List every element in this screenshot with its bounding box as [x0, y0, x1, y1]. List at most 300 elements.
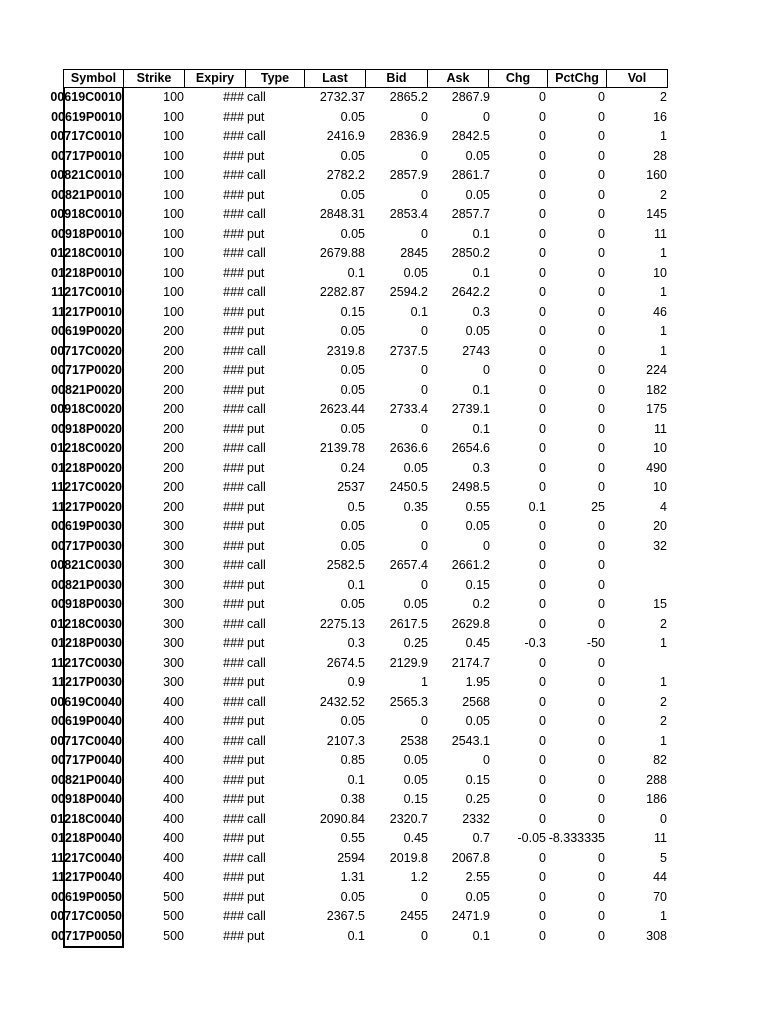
- cell-pctchg[interactable]: 0: [598, 928, 605, 943]
- cell-ask[interactable]: 2471.9: [451, 909, 490, 923]
- cell-symbol[interactable]: 11217C0020: [63, 478, 124, 498]
- cell-ask[interactable]: 0: [483, 753, 490, 767]
- cell-expiry[interactable]: ###: [223, 285, 244, 299]
- cell-bid[interactable]: 1: [421, 675, 428, 689]
- cell-chg[interactable]: 0: [539, 304, 546, 319]
- cell-type[interactable]: put: [247, 792, 265, 806]
- cell-type[interactable]: put: [247, 187, 265, 202]
- cell-vol[interactable]: 15: [653, 597, 667, 611]
- cell-symbol[interactable]: 00619P0030: [63, 517, 124, 537]
- cell-chg[interactable]: -0.3: [524, 636, 546, 650]
- cell-type[interactable]: put: [247, 519, 265, 533]
- cell-bid[interactable]: 0: [421, 714, 428, 728]
- cell-pctchg[interactable]: 0: [598, 616, 605, 631]
- cell-type[interactable]: put: [247, 889, 265, 904]
- cell-last[interactable]: 2537: [337, 480, 365, 494]
- cell-pctchg[interactable]: 0: [598, 246, 605, 260]
- cell-strike[interactable]: 100: [163, 168, 184, 182]
- cell-chg[interactable]: 0: [539, 207, 546, 221]
- cell-expiry[interactable]: ###: [223, 714, 244, 728]
- cell-ask[interactable]: 0.05: [465, 187, 490, 202]
- cell-type[interactable]: call: [247, 129, 266, 143]
- cell-chg[interactable]: 0: [539, 792, 546, 806]
- cell-pctchg[interactable]: 0: [598, 519, 605, 533]
- cell-last[interactable]: 2367.5: [326, 909, 365, 923]
- cell-strike[interactable]: 300: [163, 577, 184, 592]
- cell-ask[interactable]: 0.05: [465, 519, 490, 533]
- cell-ask[interactable]: 0.55: [465, 499, 490, 514]
- cell-bid[interactable]: 0.05: [403, 753, 428, 767]
- cell-type[interactable]: call: [247, 694, 266, 709]
- cell-ask[interactable]: 0: [483, 538, 490, 553]
- cell-symbol[interactable]: 00717P0030: [63, 537, 124, 557]
- cell-strike[interactable]: 200: [163, 480, 184, 494]
- cell-type[interactable]: put: [247, 148, 265, 163]
- cell-pctchg[interactable]: 0: [598, 265, 605, 280]
- cell-strike[interactable]: 200: [163, 460, 184, 475]
- cell-last[interactable]: 2679.88: [319, 246, 365, 260]
- cell-last[interactable]: 2732.37: [319, 90, 365, 104]
- cell-vol[interactable]: 1: [660, 909, 667, 923]
- cell-expiry[interactable]: ###: [223, 889, 244, 904]
- cell-ask[interactable]: 1.95: [465, 675, 490, 689]
- cell-pctchg[interactable]: 0: [598, 460, 605, 475]
- cell-type[interactable]: call: [247, 285, 266, 299]
- cell-type[interactable]: put: [247, 636, 265, 650]
- cell-last[interactable]: 1.31: [340, 870, 365, 884]
- cell-expiry[interactable]: ###: [223, 694, 244, 709]
- cell-strike[interactable]: 300: [163, 538, 184, 553]
- cell-vol[interactable]: 32: [653, 538, 667, 553]
- cell-type[interactable]: call: [247, 168, 266, 182]
- cell-symbol[interactable]: 00821P0040: [63, 771, 124, 791]
- cell-bid[interactable]: 0: [421, 577, 428, 592]
- cell-expiry[interactable]: ###: [223, 207, 244, 221]
- cell-symbol[interactable]: 00619P0040: [63, 712, 124, 732]
- cell-chg[interactable]: 0: [539, 694, 546, 709]
- cell-pctchg[interactable]: 0: [598, 889, 605, 904]
- cell-bid[interactable]: 0: [421, 324, 428, 338]
- cell-vol[interactable]: 2: [660, 694, 667, 709]
- cell-bid[interactable]: 2733.4: [389, 402, 428, 416]
- cell-last[interactable]: 2594: [337, 850, 365, 865]
- cell-pctchg[interactable]: 0: [598, 129, 605, 143]
- cell-strike[interactable]: 400: [163, 753, 184, 767]
- cell-ask[interactable]: 2498.5: [451, 480, 490, 494]
- cell-vol[interactable]: 11: [654, 226, 667, 241]
- cell-expiry[interactable]: ###: [223, 675, 244, 689]
- cell-vol[interactable]: [605, 576, 667, 596]
- cell-strike[interactable]: 400: [163, 772, 184, 787]
- cell-pctchg[interactable]: 0: [598, 811, 605, 826]
- cell-chg[interactable]: 0: [539, 421, 546, 436]
- cell-symbol[interactable]: 00717P0040: [63, 751, 124, 771]
- cell-vol[interactable]: 28: [653, 148, 667, 163]
- cell-ask[interactable]: 2739.1: [451, 402, 490, 416]
- cell-chg[interactable]: 0: [539, 538, 546, 553]
- cell-strike[interactable]: 400: [163, 870, 184, 884]
- cell-vol[interactable]: 20: [653, 519, 667, 533]
- cell-bid[interactable]: 0: [421, 226, 428, 241]
- cell-vol[interactable]: 2: [660, 187, 667, 202]
- cell-strike[interactable]: 300: [163, 519, 184, 533]
- cell-vol[interactable]: [605, 556, 667, 576]
- cell-expiry[interactable]: ###: [223, 226, 244, 241]
- cell-type[interactable]: put: [247, 460, 265, 475]
- cell-type[interactable]: put: [247, 577, 265, 592]
- cell-pctchg[interactable]: 0: [598, 694, 605, 709]
- cell-chg[interactable]: 0: [539, 655, 546, 670]
- cell-vol[interactable]: 16: [653, 109, 667, 124]
- cell-symbol[interactable]: 00918P0010: [63, 225, 124, 245]
- cell-type[interactable]: put: [247, 382, 265, 397]
- cell-bid[interactable]: 2538: [400, 733, 428, 748]
- cell-strike[interactable]: 400: [163, 792, 184, 806]
- cell-strike[interactable]: 100: [163, 246, 184, 260]
- cell-chg[interactable]: 0: [539, 480, 546, 494]
- cell-last[interactable]: 0.1: [347, 928, 365, 943]
- cell-vol[interactable]: 1: [660, 285, 667, 299]
- cell-strike[interactable]: 400: [163, 850, 184, 865]
- cell-last[interactable]: 0.05: [340, 109, 365, 124]
- cell-bid[interactable]: 2565.3: [389, 694, 428, 709]
- cell-bid[interactable]: 2617.5: [389, 616, 428, 631]
- cell-ask[interactable]: 0.25: [465, 792, 490, 806]
- cell-vol[interactable]: 82: [653, 753, 667, 767]
- cell-bid[interactable]: 2853.4: [389, 207, 428, 221]
- cell-vol[interactable]: 2: [660, 714, 667, 728]
- cell-type[interactable]: call: [247, 343, 266, 358]
- cell-symbol[interactable]: 00717C0010: [63, 127, 124, 147]
- cell-vol[interactable]: 10: [653, 480, 667, 494]
- cell-chg[interactable]: 0.1: [528, 499, 546, 514]
- cell-strike[interactable]: 100: [163, 109, 184, 124]
- cell-chg[interactable]: 0: [539, 129, 546, 143]
- cell-pctchg[interactable]: 0: [598, 343, 605, 358]
- cell-vol[interactable]: 10: [653, 441, 667, 455]
- cell-last[interactable]: 0.15: [340, 304, 365, 319]
- cell-pctchg[interactable]: 0: [598, 909, 605, 923]
- cell-vol[interactable]: 11: [654, 831, 667, 845]
- cell-bid[interactable]: 0: [421, 889, 428, 904]
- cell-ask[interactable]: 0.05: [465, 148, 490, 163]
- cell-symbol[interactable]: 00918C0020: [63, 400, 124, 420]
- cell-strike[interactable]: 200: [163, 441, 184, 455]
- cell-last[interactable]: 0.1: [347, 772, 365, 787]
- cell-expiry[interactable]: ###: [223, 246, 244, 260]
- cell-bid[interactable]: 0.05: [403, 772, 428, 787]
- cell-bid[interactable]: 2836.9: [389, 129, 428, 143]
- cell-bid[interactable]: 1.2: [410, 870, 428, 884]
- cell-pctchg[interactable]: 0: [598, 187, 605, 202]
- cell-strike[interactable]: 200: [163, 421, 184, 436]
- cell-strike[interactable]: 300: [163, 636, 184, 650]
- cell-pctchg[interactable]: 0: [598, 168, 605, 182]
- cell-pctchg[interactable]: 0: [598, 382, 605, 397]
- header-bid[interactable]: Bid: [365, 69, 428, 88]
- cell-ask[interactable]: 0.1: [472, 226, 490, 241]
- cell-last[interactable]: 0.1: [347, 265, 365, 280]
- cell-vol[interactable]: 224: [646, 363, 667, 377]
- cell-chg[interactable]: 0: [539, 343, 546, 358]
- cell-chg[interactable]: 0: [539, 577, 546, 592]
- cell-pctchg[interactable]: 0: [598, 324, 605, 338]
- cell-type[interactable]: put: [247, 772, 265, 787]
- cell-expiry[interactable]: ###: [223, 265, 244, 280]
- header-symbol[interactable]: Symbol: [63, 69, 124, 88]
- cell-type[interactable]: put: [247, 304, 265, 319]
- cell-bid[interactable]: 0.05: [403, 597, 428, 611]
- cell-expiry[interactable]: ###: [223, 480, 244, 494]
- cell-bid[interactable]: 0.25: [403, 636, 428, 650]
- cell-strike[interactable]: 100: [163, 226, 184, 241]
- cell-expiry[interactable]: ###: [223, 148, 244, 163]
- cell-strike[interactable]: 200: [163, 402, 184, 416]
- cell-chg[interactable]: 0: [539, 363, 546, 377]
- cell-strike[interactable]: 200: [163, 324, 184, 338]
- cell-type[interactable]: put: [247, 538, 265, 553]
- cell-type[interactable]: call: [247, 558, 266, 572]
- cell-chg[interactable]: 0: [539, 909, 546, 923]
- cell-last[interactable]: 0.05: [340, 421, 365, 436]
- cell-expiry[interactable]: ###: [223, 363, 244, 377]
- cell-last[interactable]: 0.05: [340, 148, 365, 163]
- cell-symbol[interactable]: 00918P0040: [63, 790, 124, 810]
- cell-type[interactable]: put: [247, 831, 265, 845]
- cell-strike[interactable]: 400: [163, 733, 184, 748]
- cell-pctchg[interactable]: 0: [598, 792, 605, 806]
- cell-last[interactable]: 0.05: [340, 226, 365, 241]
- cell-bid[interactable]: 0: [421, 538, 428, 553]
- cell-chg[interactable]: 0: [539, 675, 546, 689]
- cell-chg[interactable]: 0: [539, 382, 546, 397]
- cell-pctchg[interactable]: 0: [598, 207, 605, 221]
- cell-expiry[interactable]: ###: [223, 519, 244, 533]
- cell-chg[interactable]: 0: [539, 772, 546, 787]
- cell-symbol[interactable]: 01218P0010: [63, 264, 124, 284]
- cell-bid[interactable]: 2845: [400, 246, 428, 260]
- cell-last[interactable]: 0.24: [340, 460, 365, 475]
- cell-pctchg[interactable]: 0: [598, 441, 605, 455]
- cell-expiry[interactable]: ###: [223, 655, 244, 670]
- cell-pctchg[interactable]: -50: [586, 636, 605, 650]
- cell-bid[interactable]: 2857.9: [389, 168, 428, 182]
- cell-type[interactable]: put: [247, 499, 265, 514]
- cell-ask[interactable]: 0: [483, 363, 490, 377]
- cell-chg[interactable]: 0: [539, 109, 546, 124]
- cell-ask[interactable]: 0.1: [472, 928, 490, 943]
- cell-last[interactable]: 0.55: [340, 831, 365, 845]
- cell-bid[interactable]: 0.15: [403, 792, 428, 806]
- cell-expiry[interactable]: ###: [223, 109, 244, 124]
- cell-ask[interactable]: 2067.8: [451, 850, 490, 865]
- cell-strike[interactable]: 300: [163, 675, 184, 689]
- cell-symbol[interactable]: 00717C0020: [63, 342, 124, 362]
- cell-chg[interactable]: 0: [539, 928, 546, 943]
- cell-last[interactable]: 2432.52: [319, 694, 365, 709]
- cell-ask[interactable]: 2867.9: [451, 90, 490, 104]
- header-chg[interactable]: Chg: [488, 69, 548, 88]
- cell-bid[interactable]: 0.35: [403, 499, 428, 514]
- cell-type[interactable]: call: [247, 246, 266, 260]
- cell-bid[interactable]: 2455: [400, 909, 428, 923]
- cell-ask[interactable]: 0.7: [472, 831, 490, 845]
- cell-vol[interactable]: 1: [660, 636, 667, 650]
- cell-last[interactable]: 2623.44: [319, 402, 365, 416]
- cell-expiry[interactable]: ###: [223, 577, 244, 592]
- cell-bid[interactable]: 0: [421, 421, 428, 436]
- cell-bid[interactable]: 0: [421, 519, 428, 533]
- cell-symbol[interactable]: 11217C0040: [63, 849, 124, 869]
- cell-ask[interactable]: 2661.2: [451, 558, 490, 572]
- cell-strike[interactable]: 100: [163, 285, 184, 299]
- cell-pctchg[interactable]: 0: [598, 675, 605, 689]
- cell-chg[interactable]: 0: [539, 889, 546, 904]
- cell-strike[interactable]: 400: [163, 831, 184, 845]
- cell-pctchg[interactable]: 0: [598, 714, 605, 728]
- cell-strike[interactable]: 500: [163, 909, 184, 923]
- cell-expiry[interactable]: ###: [223, 304, 244, 319]
- cell-last[interactable]: 2582.5: [326, 558, 365, 572]
- cell-ask[interactable]: 0.45: [465, 636, 490, 650]
- cell-type[interactable]: call: [247, 616, 266, 631]
- header-strike[interactable]: Strike: [123, 69, 185, 88]
- cell-last[interactable]: 2782.2: [326, 168, 365, 182]
- cell-pctchg[interactable]: 0: [598, 109, 605, 124]
- cell-expiry[interactable]: ###: [223, 460, 244, 475]
- cell-pctchg[interactable]: 0: [598, 597, 605, 611]
- cell-ask[interactable]: 2857.7: [451, 207, 490, 221]
- cell-expiry[interactable]: ###: [223, 343, 244, 358]
- cell-pctchg[interactable]: 0: [598, 772, 605, 787]
- cell-expiry[interactable]: ###: [223, 597, 244, 611]
- cell-ask[interactable]: 0.05: [465, 714, 490, 728]
- header-vol[interactable]: Vol: [606, 69, 668, 88]
- cell-expiry[interactable]: ###: [223, 441, 244, 455]
- cell-last[interactable]: 0.05: [340, 187, 365, 202]
- cell-expiry[interactable]: ###: [223, 636, 244, 650]
- cell-last[interactable]: 0.05: [340, 597, 365, 611]
- cell-strike[interactable]: 200: [163, 343, 184, 358]
- cell-type[interactable]: put: [247, 714, 265, 728]
- cell-type[interactable]: call: [247, 655, 266, 670]
- cell-type[interactable]: put: [247, 324, 265, 338]
- cell-last[interactable]: 2319.8: [326, 343, 365, 358]
- cell-last[interactable]: 0.05: [340, 714, 365, 728]
- cell-chg[interactable]: 0: [539, 148, 546, 163]
- cell-vol[interactable]: 288: [646, 772, 667, 787]
- cell-strike[interactable]: 500: [163, 928, 184, 943]
- cell-strike[interactable]: 400: [163, 714, 184, 728]
- cell-strike[interactable]: 100: [163, 148, 184, 163]
- cell-ask[interactable]: 0.05: [465, 324, 490, 338]
- cell-last[interactable]: 2139.78: [319, 441, 365, 455]
- cell-ask[interactable]: 0.15: [465, 577, 490, 592]
- cell-chg[interactable]: 0: [539, 285, 546, 299]
- cell-strike[interactable]: 100: [163, 207, 184, 221]
- cell-ask[interactable]: 2850.2: [451, 246, 490, 260]
- cell-chg[interactable]: -0.05: [517, 831, 546, 845]
- cell-symbol[interactable]: 01218C0030: [63, 615, 124, 635]
- cell-expiry[interactable]: ###: [223, 811, 244, 826]
- cell-expiry[interactable]: ###: [223, 187, 244, 202]
- cell-strike[interactable]: 100: [163, 90, 184, 104]
- cell-bid[interactable]: 2865.2: [389, 90, 428, 104]
- cell-expiry[interactable]: ###: [223, 402, 244, 416]
- cell-last[interactable]: 0.3: [347, 636, 365, 650]
- cell-chg[interactable]: 0: [539, 246, 546, 260]
- cell-last[interactable]: 0.05: [340, 538, 365, 553]
- cell-expiry[interactable]: ###: [223, 850, 244, 865]
- cell-vol[interactable]: 1: [660, 733, 667, 748]
- cell-bid[interactable]: 0: [421, 363, 428, 377]
- cell-chg[interactable]: 0: [539, 460, 546, 475]
- cell-strike[interactable]: 300: [163, 655, 184, 670]
- cell-chg[interactable]: 0: [539, 733, 546, 748]
- cell-last[interactable]: 0.05: [340, 382, 365, 397]
- cell-vol[interactable]: 1: [660, 343, 667, 358]
- cell-last[interactable]: 0.05: [340, 889, 365, 904]
- cell-chg[interactable]: 0: [539, 265, 546, 280]
- cell-expiry[interactable]: ###: [223, 616, 244, 631]
- cell-type[interactable]: call: [247, 733, 266, 748]
- cell-vol[interactable]: 1: [660, 246, 667, 260]
- cell-vol[interactable]: 0: [660, 811, 667, 826]
- cell-vol[interactable]: 46: [653, 304, 667, 319]
- cell-bid[interactable]: 0: [421, 148, 428, 163]
- cell-pctchg[interactable]: 0: [598, 148, 605, 163]
- cell-strike[interactable]: 100: [163, 304, 184, 319]
- cell-symbol[interactable]: 00918P0020: [63, 420, 124, 440]
- cell-expiry[interactable]: ###: [223, 909, 244, 923]
- cell-pctchg[interactable]: 0: [598, 733, 605, 748]
- cell-chg[interactable]: 0: [539, 324, 546, 338]
- cell-pctchg[interactable]: 0: [598, 285, 605, 299]
- cell-symbol[interactable]: 00918C0010: [63, 205, 124, 225]
- cell-symbol[interactable]: 00619C0010: [63, 88, 124, 108]
- cell-bid[interactable]: 2129.9: [389, 655, 428, 670]
- cell-type[interactable]: put: [247, 870, 265, 884]
- cell-expiry[interactable]: ###: [223, 792, 244, 806]
- cell-type[interactable]: call: [247, 850, 266, 865]
- cell-ask[interactable]: 0.05: [465, 889, 490, 904]
- cell-vol[interactable]: 44: [653, 870, 667, 884]
- cell-vol[interactable]: 4: [660, 499, 667, 514]
- cell-symbol[interactable]: 11217P0020: [63, 498, 124, 518]
- cell-symbol[interactable]: 00717P0010: [63, 147, 124, 167]
- cell-vol[interactable]: 1: [660, 129, 667, 143]
- cell-last[interactable]: 0.05: [340, 519, 365, 533]
- header-type[interactable]: Type: [245, 69, 305, 88]
- cell-last[interactable]: 0.1: [347, 577, 365, 592]
- cell-symbol[interactable]: 00821P0010: [63, 186, 124, 206]
- cell-symbol[interactable]: 11217P0040: [63, 868, 124, 888]
- cell-strike[interactable]: 400: [163, 811, 184, 826]
- cell-bid[interactable]: 0: [421, 187, 428, 202]
- cell-ask[interactable]: 2743: [462, 343, 490, 358]
- cell-symbol[interactable]: 01218C0010: [63, 244, 124, 264]
- cell-expiry[interactable]: ###: [223, 168, 244, 182]
- cell-ask[interactable]: 0.3: [472, 460, 490, 475]
- cell-type[interactable]: put: [247, 421, 265, 436]
- cell-chg[interactable]: 0: [539, 870, 546, 884]
- cell-expiry[interactable]: ###: [223, 753, 244, 767]
- cell-type[interactable]: put: [247, 265, 265, 280]
- cell-last[interactable]: 2275.13: [319, 616, 365, 631]
- cell-vol[interactable]: 10: [653, 265, 667, 280]
- cell-last[interactable]: 0.05: [340, 324, 365, 338]
- cell-chg[interactable]: 0: [539, 616, 546, 631]
